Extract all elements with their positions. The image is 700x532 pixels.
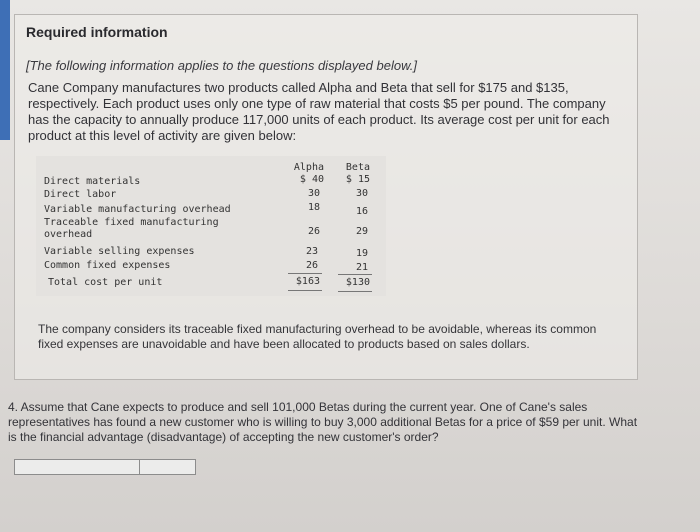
cell-alpha-direct-labor: 30 [307,188,320,199]
problem-description: Cane Company manufactures two products called Alpha and Beta that sell for $175 and $135, respectively. Each product uses only one type of raw material that costs $5 per pound. The company has the capacity to annually produce 117,000 units of each product. Its average cost per unit for each product at this level of activity are given below: [28,80,610,143]
column-header-alpha: Alpha [293,162,324,173]
cell-beta-direct-materials: $ 15 [345,174,370,185]
cell-alpha-variable-selling-expenses: 23 [305,246,318,257]
row-label-overhead: overhead [44,229,93,240]
row-label-variable-selling-expenses: Variable selling expenses [44,246,195,257]
row-label-direct-materials: Direct materials [44,176,141,187]
answer-input-divider [139,460,140,474]
cell-beta-direct-labor: 30 [355,188,368,199]
overhead-note: The company considers its traceable fixed manufacturing overhead to be avoidable, whereas its common fixed expenses are unavoidable and have been allocated to products based on sales dollars. [38,322,597,351]
answer-input[interactable] [14,459,196,475]
cell-alpha-total: $163 [295,276,320,287]
cell-beta-common-fixed-expenses: 21 [355,262,368,273]
cell-alpha-direct-materials: $ 40 [299,174,324,185]
beta-subtotal-line [338,274,372,275]
cell-alpha-variable-manufacturing-overhead: 18 [307,202,320,213]
row-label-common-fixed-expenses: Common fixed expenses [44,260,171,271]
alpha-total-underline [288,290,322,291]
row-label-traceable-fixed-manufacturing: Traceable fixed manufacturing [44,217,219,228]
cell-beta-variable-selling-expenses: 19 [355,248,368,259]
row-label-direct-labor: Direct labor [44,189,117,200]
cell-beta-total: $130 [345,277,370,288]
instructions-subtitle: [The following information applies to the questions displayed below.] [26,58,417,73]
row-label-total-cost-per-unit: Total cost per unit [48,277,163,288]
cell-alpha-common-fixed-expenses: 26 [305,260,318,271]
beta-total-underline [338,291,372,292]
cell-beta-variable-manufacturing-overhead: 16 [355,206,368,217]
page-title: Required information [26,24,168,40]
column-header-beta: Beta [345,162,370,173]
alpha-subtotal-line [288,273,322,274]
cell-beta-traceable-fixed-overhead: 29 [355,226,368,237]
cell-alpha-traceable-fixed-overhead: 26 [307,226,320,237]
window-edge [0,0,10,140]
question-4-text: 4. Assume that Cane expects to produce and sell 101,000 Betas during the current year. One of Cane's sales representatives has found a new customer who is willing to buy 3,000 additional Betas for a price of $59 per unit. What is the financial advantage (disadvantage) of accepting the new customer's order? [8,400,638,444]
row-label-variable-manufacturing-overhead: Variable manufacturing overhead [44,204,231,215]
